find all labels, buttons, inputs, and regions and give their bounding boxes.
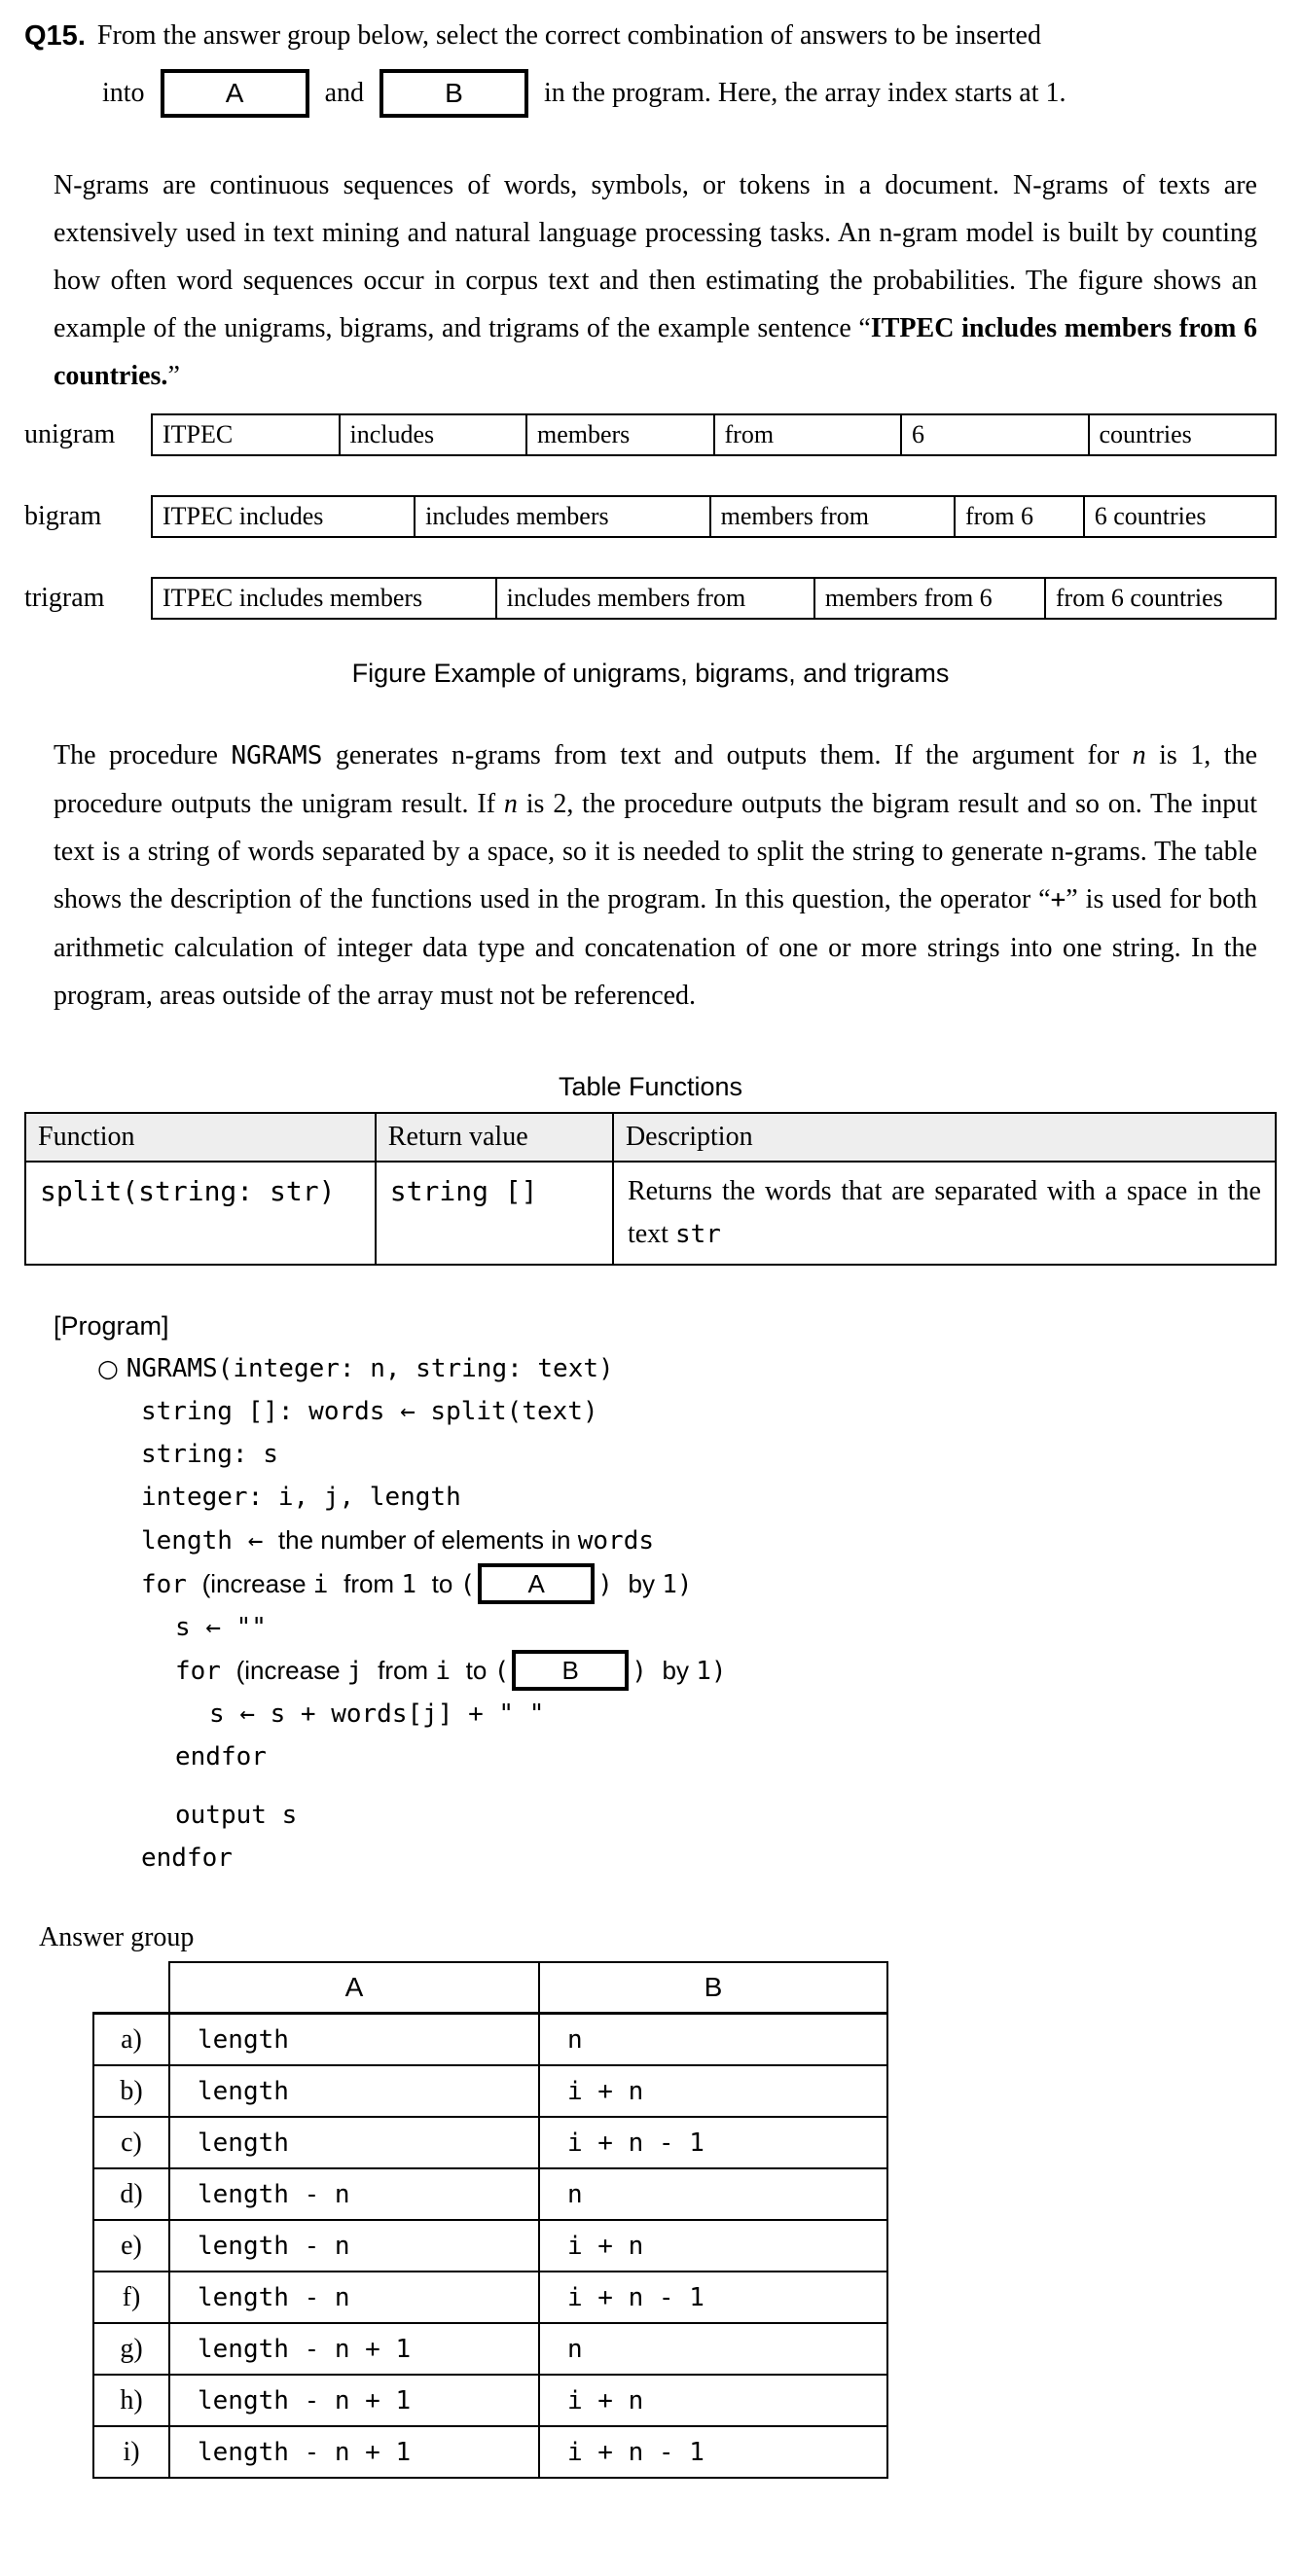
answer-value-a: length [169, 2117, 539, 2168]
program-line-blank-a: for (increase i from 1 to ( A ) by 1) [24, 1562, 1277, 1606]
blank-box-a: A [161, 69, 309, 118]
answer-header-spacer [93, 1962, 169, 2014]
unigram-label: unigram [24, 419, 116, 449]
answer-letter: g) [93, 2323, 169, 2375]
ngram-figure [24, 413, 1277, 689]
answer-value-a: length - n + 1 [169, 2323, 539, 2375]
answer-letter: f) [93, 2272, 169, 2323]
trigram-label: trigram [24, 583, 105, 613]
program-line: string []: words ← split(text) [141, 1397, 598, 1426]
figure-row-trigram [24, 577, 1277, 620]
answer-letter: b) [93, 2065, 169, 2117]
bigram-cell: members from [710, 496, 955, 537]
program-line: endfor [175, 1742, 267, 1771]
answer-letter: e) [93, 2220, 169, 2272]
unigram-cell: from [714, 414, 902, 455]
answer-value-a: length [169, 2014, 539, 2066]
answer-letter: i) [93, 2426, 169, 2478]
question-and-label: and [324, 78, 364, 108]
question-text-line2-end: in the program. Here, the array index starts at 1. [544, 78, 1066, 108]
program-line: ○ NGRAMS(integer: n, string: text) [97, 1354, 614, 1383]
answer-row-i [93, 2426, 887, 2478]
program-line: output s [175, 1801, 298, 1830]
functions-table-title: Table Functions [558, 1072, 743, 1101]
question-text-line2 [24, 68, 1277, 119]
program-line: string: s [141, 1440, 278, 1469]
answer-row-c [93, 2117, 887, 2168]
functions-header-description: Description [613, 1113, 1276, 1162]
functions-table-row [25, 1162, 1276, 1265]
program-line: s ← "" [175, 1613, 267, 1642]
answer-value-a: length - n [169, 2168, 539, 2220]
function-return-value: string [] [376, 1162, 613, 1265]
bigram-cell: 6 countries [1084, 496, 1276, 537]
answer-row-e [93, 2220, 887, 2272]
blank-box-b: B [379, 69, 528, 118]
functions-table-header-row [25, 1113, 1276, 1162]
trigram-table [151, 577, 1277, 620]
answer-row-b [93, 2065, 887, 2117]
answer-letter: d) [93, 2168, 169, 2220]
answer-value-a: length - n [169, 2272, 539, 2323]
answer-value-a: length [169, 2065, 539, 2117]
question-number: Q15. [24, 20, 86, 52]
bigram-label: bigram [24, 501, 102, 531]
answer-value-b: i + n [539, 2065, 887, 2117]
answer-value-a: length - n [169, 2220, 539, 2272]
figure-row-bigram [24, 495, 1277, 538]
answer-header-a: A [169, 1962, 539, 2014]
answer-value-a: length - n + 1 [169, 2375, 539, 2426]
answer-row-d [93, 2168, 887, 2220]
functions-header-return-value: Return value [376, 1113, 613, 1162]
bigram-cell: includes members [415, 496, 709, 537]
unigram-table [151, 413, 1277, 456]
blank-box-b: B [512, 1650, 629, 1691]
description-paragraph: The procedure NGRAMS generates n-grams from text and outputs them. If the argument for n is 1, the procedure outputs the unigram result. If n is 2, the procedure outputs the bigram result and so on. The input text is a string of words separated by a space, so it is needed to split the string to generate n-grams. The table shows the description of the functions used in the program. In this question, the operator “+” is used for both arithmetic calculation of integer data type and concatenation of one or more strings into one string. In the program, areas outside of the array must not be referenced. [54, 740, 1258, 1011]
answer-group-table [92, 1961, 888, 2479]
unigram-cell: ITPEC [152, 414, 340, 455]
unigram-cell: members [526, 414, 714, 455]
functions-table [24, 1112, 1277, 1266]
program-line: integer: i, j, length [141, 1483, 461, 1512]
functions-header-function: Function [25, 1113, 376, 1162]
question-header [24, 14, 1277, 58]
answer-value-b: i + n [539, 2375, 887, 2426]
blank-box-a: A [478, 1563, 595, 1604]
function-description: Returns the words that are separated with a space in the text str [613, 1162, 1276, 1265]
program-line: endfor [141, 1843, 233, 1873]
trigram-cell: includes members from [496, 578, 814, 619]
answer-value-b: i + n - 1 [539, 2117, 887, 2168]
answer-group-label: Answer group [39, 1922, 195, 1952]
question-into-label: into [102, 78, 145, 108]
program-line: s ← s + words[j] + " " [209, 1699, 545, 1729]
unigram-cell: countries [1089, 414, 1277, 455]
figure-caption: Figure Example of unigrams, bigrams, and trigrams [351, 659, 950, 688]
answer-row-a [93, 2014, 887, 2066]
answer-value-b: n [539, 2014, 887, 2066]
unigram-cell: includes [340, 414, 527, 455]
trigram-cell: members from 6 [814, 578, 1045, 619]
answer-row-h [93, 2375, 887, 2426]
program-line: length ← the number of elements in words [141, 1525, 655, 1556]
answer-value-a: length - n + 1 [169, 2426, 539, 2478]
question-text-line1: From the answer group below, select the correct combination of answers to be inserted [96, 20, 1041, 51]
answer-letter: h) [93, 2375, 169, 2426]
answer-value-b: i + n - 1 [539, 2426, 887, 2478]
bigram-cell: from 6 [955, 496, 1084, 537]
bigram-table [151, 495, 1277, 538]
figure-row-unigram [24, 413, 1277, 456]
trigram-cell: ITPEC includes members [152, 578, 496, 619]
program-listing [24, 1305, 1277, 1879]
answer-value-b: i + n - 1 [539, 2272, 887, 2323]
answer-letter: a) [93, 2014, 169, 2066]
trigram-cell: from 6 countries [1045, 578, 1276, 619]
answer-header-b: B [539, 1962, 887, 2014]
program-header: [Program] [54, 1311, 169, 1341]
intro-paragraph: N-grams are continuous sequences of words, symbols, or tokens in a document. N-grams of texts are extensively used in text mining and natural language processing tasks. An n-gram model is built by counting how often word sequences occur in corpus text and then estimating the probabilities. The figure shows an example of the unigrams, bigrams, and trigrams of the example sentence “ITPEC includes members from 6 countries.” [54, 170, 1258, 391]
unigram-cell: 6 [901, 414, 1089, 455]
answer-row-f [93, 2272, 887, 2323]
answer-value-b: n [539, 2168, 887, 2220]
answer-value-b: n [539, 2323, 887, 2375]
answer-letter: c) [93, 2117, 169, 2168]
answer-table-header-row [93, 1962, 887, 2014]
answer-row-g [93, 2323, 887, 2375]
bigram-cell: ITPEC includes [152, 496, 415, 537]
answer-value-b: i + n [539, 2220, 887, 2272]
program-line-blank-b: for (increase j from i to ( B ) by 1) [24, 1649, 1277, 1693]
function-signature: split(string: str) [25, 1162, 376, 1265]
